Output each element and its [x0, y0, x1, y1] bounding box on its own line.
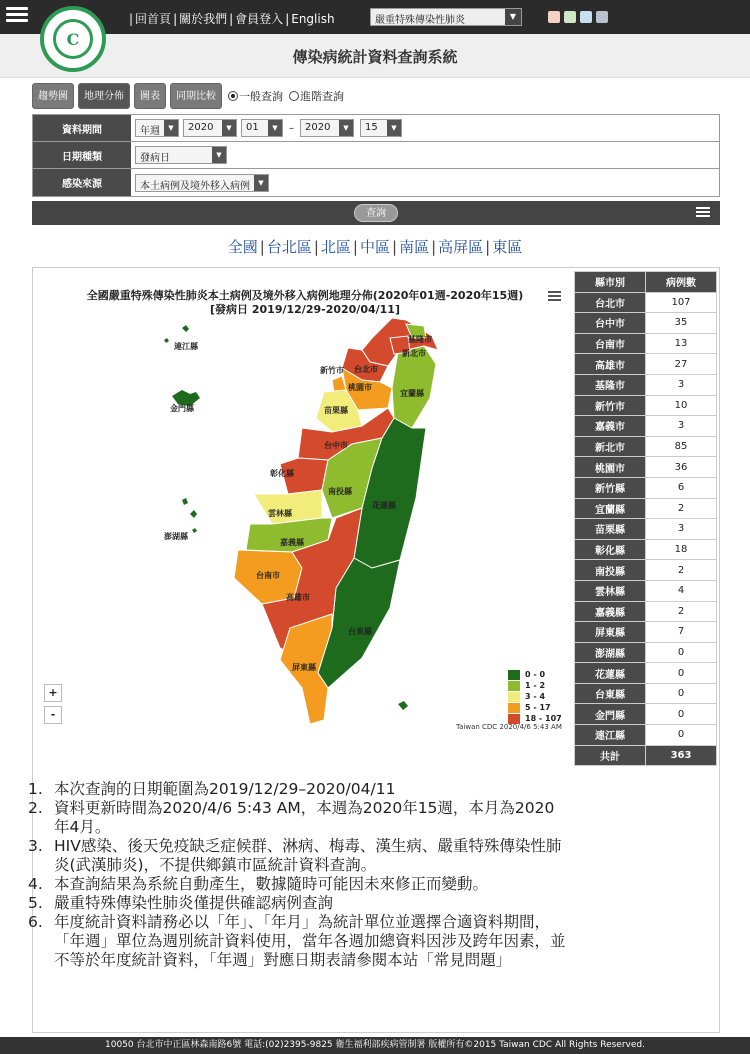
- map-legend: [508, 669, 562, 724]
- table-row: [575, 519, 717, 540]
- table-header-cases: 病例數: [646, 272, 717, 293]
- county-name: 彰化縣: [575, 539, 646, 560]
- county-name: 新竹縣: [575, 477, 646, 498]
- label-taoyuan: 桃園市: [348, 383, 372, 392]
- case-count: 0: [646, 663, 717, 684]
- case-count: 107: [646, 292, 717, 313]
- label-keelung: 基隆市: [408, 335, 432, 344]
- map-title-text: 全國嚴重特殊傳染性肺炎本土病例及境外移入病例地理分佈(2020年01週-2020年15週): [86, 289, 524, 302]
- list-item: 1. 本次查詢的日期範圍為2019/12/29–2020/04/11: [28, 780, 396, 798]
- legend-swatch-icon: [508, 681, 520, 691]
- case-count: 3: [646, 374, 717, 395]
- source-select[interactable]: 本土病例及境外移入病例 ▼: [135, 174, 269, 192]
- county-name: 基隆市: [575, 374, 646, 395]
- table-row: [575, 622, 717, 643]
- page-title: 傳染病統計資料查詢系統: [292, 48, 458, 66]
- county-name: 台南市: [575, 333, 646, 354]
- table-row: [575, 292, 717, 313]
- region-taipei[interactable]: 台北區: [266, 238, 312, 256]
- label-kinmen: 金門縣: [170, 404, 194, 413]
- county-name: 新北市: [575, 436, 646, 457]
- map-subtitle: [發病日 2019/12/29-2020/04/11]: [210, 303, 400, 316]
- taiwan-map: [32, 268, 572, 738]
- top-bar: [0, 0, 750, 34]
- island-lienchiang[interactable]: [164, 325, 189, 343]
- table-row: [575, 436, 717, 457]
- case-count: 3: [646, 519, 717, 540]
- end-year-select[interactable]: 2020 ▼: [300, 119, 354, 137]
- county-name: 宜蘭縣: [575, 498, 646, 519]
- table-row: [575, 704, 717, 725]
- table-header-row: [575, 272, 717, 293]
- label-yilan: 宜蘭縣: [400, 389, 424, 398]
- date-type-select[interactable]: 發病日 ▼: [135, 146, 227, 164]
- region-east[interactable]: 東區: [492, 238, 523, 256]
- zoom-in-button[interactable]: +: [44, 684, 62, 702]
- tab-geo[interactable]: 地理分佈: [78, 83, 130, 109]
- table-row: [575, 416, 717, 437]
- chart-menu-icon[interactable]: [548, 291, 561, 303]
- county-name: 苗栗縣: [575, 519, 646, 540]
- radio-unchecked-icon: [289, 91, 299, 101]
- legend-item: 18 - 107: [508, 713, 562, 724]
- table-total-row: [575, 745, 717, 766]
- table-row: [575, 663, 717, 684]
- table-row: [575, 580, 717, 601]
- island-penghu[interactable]: [182, 498, 197, 533]
- case-count: 3: [646, 416, 717, 437]
- start-week-select[interactable]: 01 ▼: [241, 119, 283, 137]
- chevron-down-icon: ▼: [254, 175, 268, 191]
- link-english[interactable]: English: [291, 12, 335, 26]
- case-count: 0: [646, 704, 717, 725]
- table-row: [575, 683, 717, 704]
- tab-compare[interactable]: 同期比較: [170, 83, 222, 109]
- case-count: 2: [646, 560, 717, 581]
- label-hsinchucity: 新竹市: [320, 366, 344, 375]
- chevron-down-icon: ▼: [505, 9, 521, 25]
- case-count: 0: [646, 683, 717, 704]
- county-name: 金門縣: [575, 704, 646, 725]
- county-name: 花蓮縣: [575, 663, 646, 684]
- query-bar: [32, 201, 720, 225]
- end-week-select[interactable]: 15 ▼: [360, 119, 402, 137]
- table-row: [575, 539, 717, 560]
- query-form: [32, 114, 720, 197]
- chevron-down-icon: ▼: [387, 120, 401, 136]
- label-miaoli: 苗栗縣: [324, 406, 348, 415]
- theme-swatch-3[interactable]: [580, 11, 592, 23]
- label-yunlin: 雲林縣: [268, 509, 292, 518]
- footer: 10050 台北市中正區林森南路6號 電話:(02)2395-9825 衛生福利部疾病管制署 版權所有©2015 Taiwan CDC All Rights Reserved.: [0, 1037, 750, 1054]
- case-count: 35: [646, 313, 717, 334]
- date-type-label: 日期種類: [33, 142, 131, 168]
- county-name: 南投縣: [575, 560, 646, 581]
- label-lienchiang: 連江縣: [174, 342, 198, 351]
- case-count: 6: [646, 477, 717, 498]
- region-links: 全國 | 台北區 | 北區 | 中區 | 南區 | 高屏區 | 東區: [227, 238, 523, 256]
- cdc-logo-mark: C: [53, 19, 93, 59]
- menu-icon[interactable]: [696, 207, 710, 219]
- chevron-down-icon: ▼: [164, 120, 178, 136]
- county-yilan[interactable]: [392, 346, 436, 428]
- legend-item: 0 - 0: [508, 669, 562, 680]
- list-item: 6. 年度統計資料請務必以「年」、「年月」為統計單位並選擇合適資料期間，「年週」單位為週別統計資料使用，當年各週加總資料因涉及跨年因素，並不等於年度統計資料，「年週」對應日期表請參閱本站「常見問題」: [28, 913, 566, 969]
- chevron-down-icon: ▼: [268, 120, 282, 136]
- case-count: 4: [646, 580, 717, 601]
- theme-swatch-1[interactable]: [548, 11, 560, 23]
- region-south[interactable]: 南區: [399, 238, 430, 256]
- county-name: 新竹市: [575, 395, 646, 416]
- label-tainan: 台南市: [256, 571, 280, 580]
- map-credit: Taiwan CDC 2020/4/6 5:43 AM: [456, 723, 562, 731]
- table-row: [575, 457, 717, 478]
- source-label: 感染來源: [33, 169, 131, 196]
- label-changhua: 彰化縣: [270, 469, 294, 478]
- county-name: 澎湖縣: [575, 642, 646, 663]
- color-theme-swatches: [548, 11, 608, 23]
- start-year-select[interactable]: 2020 ▼: [183, 119, 237, 137]
- form-row-period: [33, 115, 719, 142]
- chevron-down-icon: ▼: [222, 120, 236, 136]
- legend-swatch-icon: [508, 703, 520, 713]
- table-row: [575, 498, 717, 519]
- zoom-out-button[interactable]: -: [44, 706, 62, 724]
- case-count: 36: [646, 457, 717, 478]
- legend-item: 3 - 4: [508, 691, 562, 702]
- table-row: [575, 374, 717, 395]
- county-name: 嘉義市: [575, 416, 646, 437]
- county-name: 台中市: [575, 313, 646, 334]
- county-name: 嘉義縣: [575, 601, 646, 622]
- list-item: 3. HIV感染、後天免疫缺乏症候群、淋病、梅毒、漢生病、嚴重特殊傳染性肺炎(武漢肺炎)，不提供鄉鎮市區統計資料查詢。: [28, 837, 562, 874]
- table-row: [575, 601, 717, 622]
- legend-item: 1 - 2: [508, 680, 562, 691]
- chevron-down-icon: ▼: [339, 120, 353, 136]
- region-all[interactable]: 全國: [227, 238, 258, 256]
- total-label: 共計: [575, 745, 646, 766]
- label-taipei: 台北市: [354, 365, 378, 374]
- legend-swatch-icon: [508, 670, 520, 680]
- county-name: 高雄市: [575, 354, 646, 375]
- county-name: 台東縣: [575, 683, 646, 704]
- island-lanyu[interactable]: [398, 701, 408, 710]
- link-home[interactable]: 回首頁: [135, 12, 172, 26]
- form-row-source: [33, 169, 719, 196]
- table-header-county: 縣市別: [575, 272, 646, 293]
- legend-swatch-icon: [508, 714, 520, 724]
- case-count: 7: [646, 622, 717, 643]
- table-row: [575, 333, 717, 354]
- disease-select[interactable]: 嚴重特殊傳染性肺炎 ▼: [370, 8, 522, 26]
- table-row: [575, 354, 717, 375]
- table-row: [575, 560, 717, 581]
- case-count: 13: [646, 333, 717, 354]
- county-case-table: [574, 271, 717, 766]
- list-item: 4. 本查詢結果為系統自動產生，數據隨時可能因未來修正而變動。: [28, 875, 489, 893]
- link-about[interactable]: 關於我們: [179, 12, 228, 26]
- tab-trend[interactable]: 趨勢圖: [32, 83, 74, 109]
- label-pingtung: 屏東縣: [292, 663, 316, 672]
- table-row: [575, 313, 717, 334]
- case-count: 18: [646, 539, 717, 560]
- map-title: [60, 289, 550, 317]
- county-name: 桃園市: [575, 457, 646, 478]
- label-nantou: 南投縣: [328, 487, 352, 496]
- table-row: [575, 642, 717, 663]
- radio-general[interactable]: 一般查詢: [228, 88, 283, 104]
- case-count: 2: [646, 601, 717, 622]
- case-count: 27: [646, 354, 717, 375]
- county-name: 雲林縣: [575, 580, 646, 601]
- notes-list: [28, 780, 568, 970]
- radio-advanced[interactable]: 進階查詢: [289, 88, 344, 104]
- tab-table[interactable]: 圖表: [134, 83, 166, 109]
- case-count: 10: [646, 395, 717, 416]
- cdc-logo[interactable]: [40, 6, 106, 72]
- label-kaohsiung: 高雄市: [286, 593, 310, 602]
- period-label: 資料期間: [33, 115, 131, 141]
- list-item: 2. 資料更新時間為2020/4/6 5:43 AM，本週為2020年15週，本月為2020年4月。: [28, 799, 555, 836]
- county-name: 屏東縣: [575, 622, 646, 643]
- range-dash: –: [289, 122, 294, 134]
- radio-checked-icon: [228, 91, 238, 101]
- theme-swatch-2[interactable]: [564, 11, 576, 23]
- label-hualien: 花蓮縣: [372, 501, 396, 510]
- case-count: 0: [646, 642, 717, 663]
- table-row: [575, 725, 717, 746]
- label-newtaipei: 新北市: [402, 349, 426, 358]
- total-value: 363: [646, 745, 717, 766]
- theme-swatch-4[interactable]: [596, 11, 608, 23]
- table-row: [575, 477, 717, 498]
- region-north[interactable]: 北區: [320, 238, 351, 256]
- legend-swatch-icon: [508, 692, 520, 702]
- chevron-down-icon: ▼: [212, 147, 226, 163]
- case-count: 2: [646, 498, 717, 519]
- query-button[interactable]: 查詢: [354, 204, 398, 222]
- label-taitung: 台東縣: [348, 627, 372, 636]
- table-row: [575, 395, 717, 416]
- case-count: 85: [646, 436, 717, 457]
- case-count: 0: [646, 725, 717, 746]
- view-tabs: [32, 83, 344, 109]
- county-name: 台北市: [575, 292, 646, 313]
- region-kaoping[interactable]: 高屏區: [438, 238, 484, 256]
- list-item: 5. 嚴重特殊傳染性肺炎僅提供確認病例查詢: [28, 894, 334, 912]
- region-central[interactable]: 中區: [359, 238, 390, 256]
- legend-item: 5 - 17: [508, 702, 562, 713]
- link-login[interactable]: 會員登入: [235, 12, 284, 26]
- county-name: 連江縣: [575, 725, 646, 746]
- period-unit-select[interactable]: 年週 ▼: [135, 119, 179, 137]
- label-taichung: 台中市: [324, 441, 348, 450]
- label-penghu: 澎湖縣: [164, 532, 188, 541]
- system-title-bar: [0, 34, 750, 78]
- menu-icon[interactable]: [6, 4, 28, 26]
- form-row-date-type: [33, 142, 719, 169]
- label-chiayi: 嘉義縣: [280, 538, 304, 547]
- top-links: | 回首頁 | 關於我們 | 會員登入 | English: [129, 12, 335, 26]
